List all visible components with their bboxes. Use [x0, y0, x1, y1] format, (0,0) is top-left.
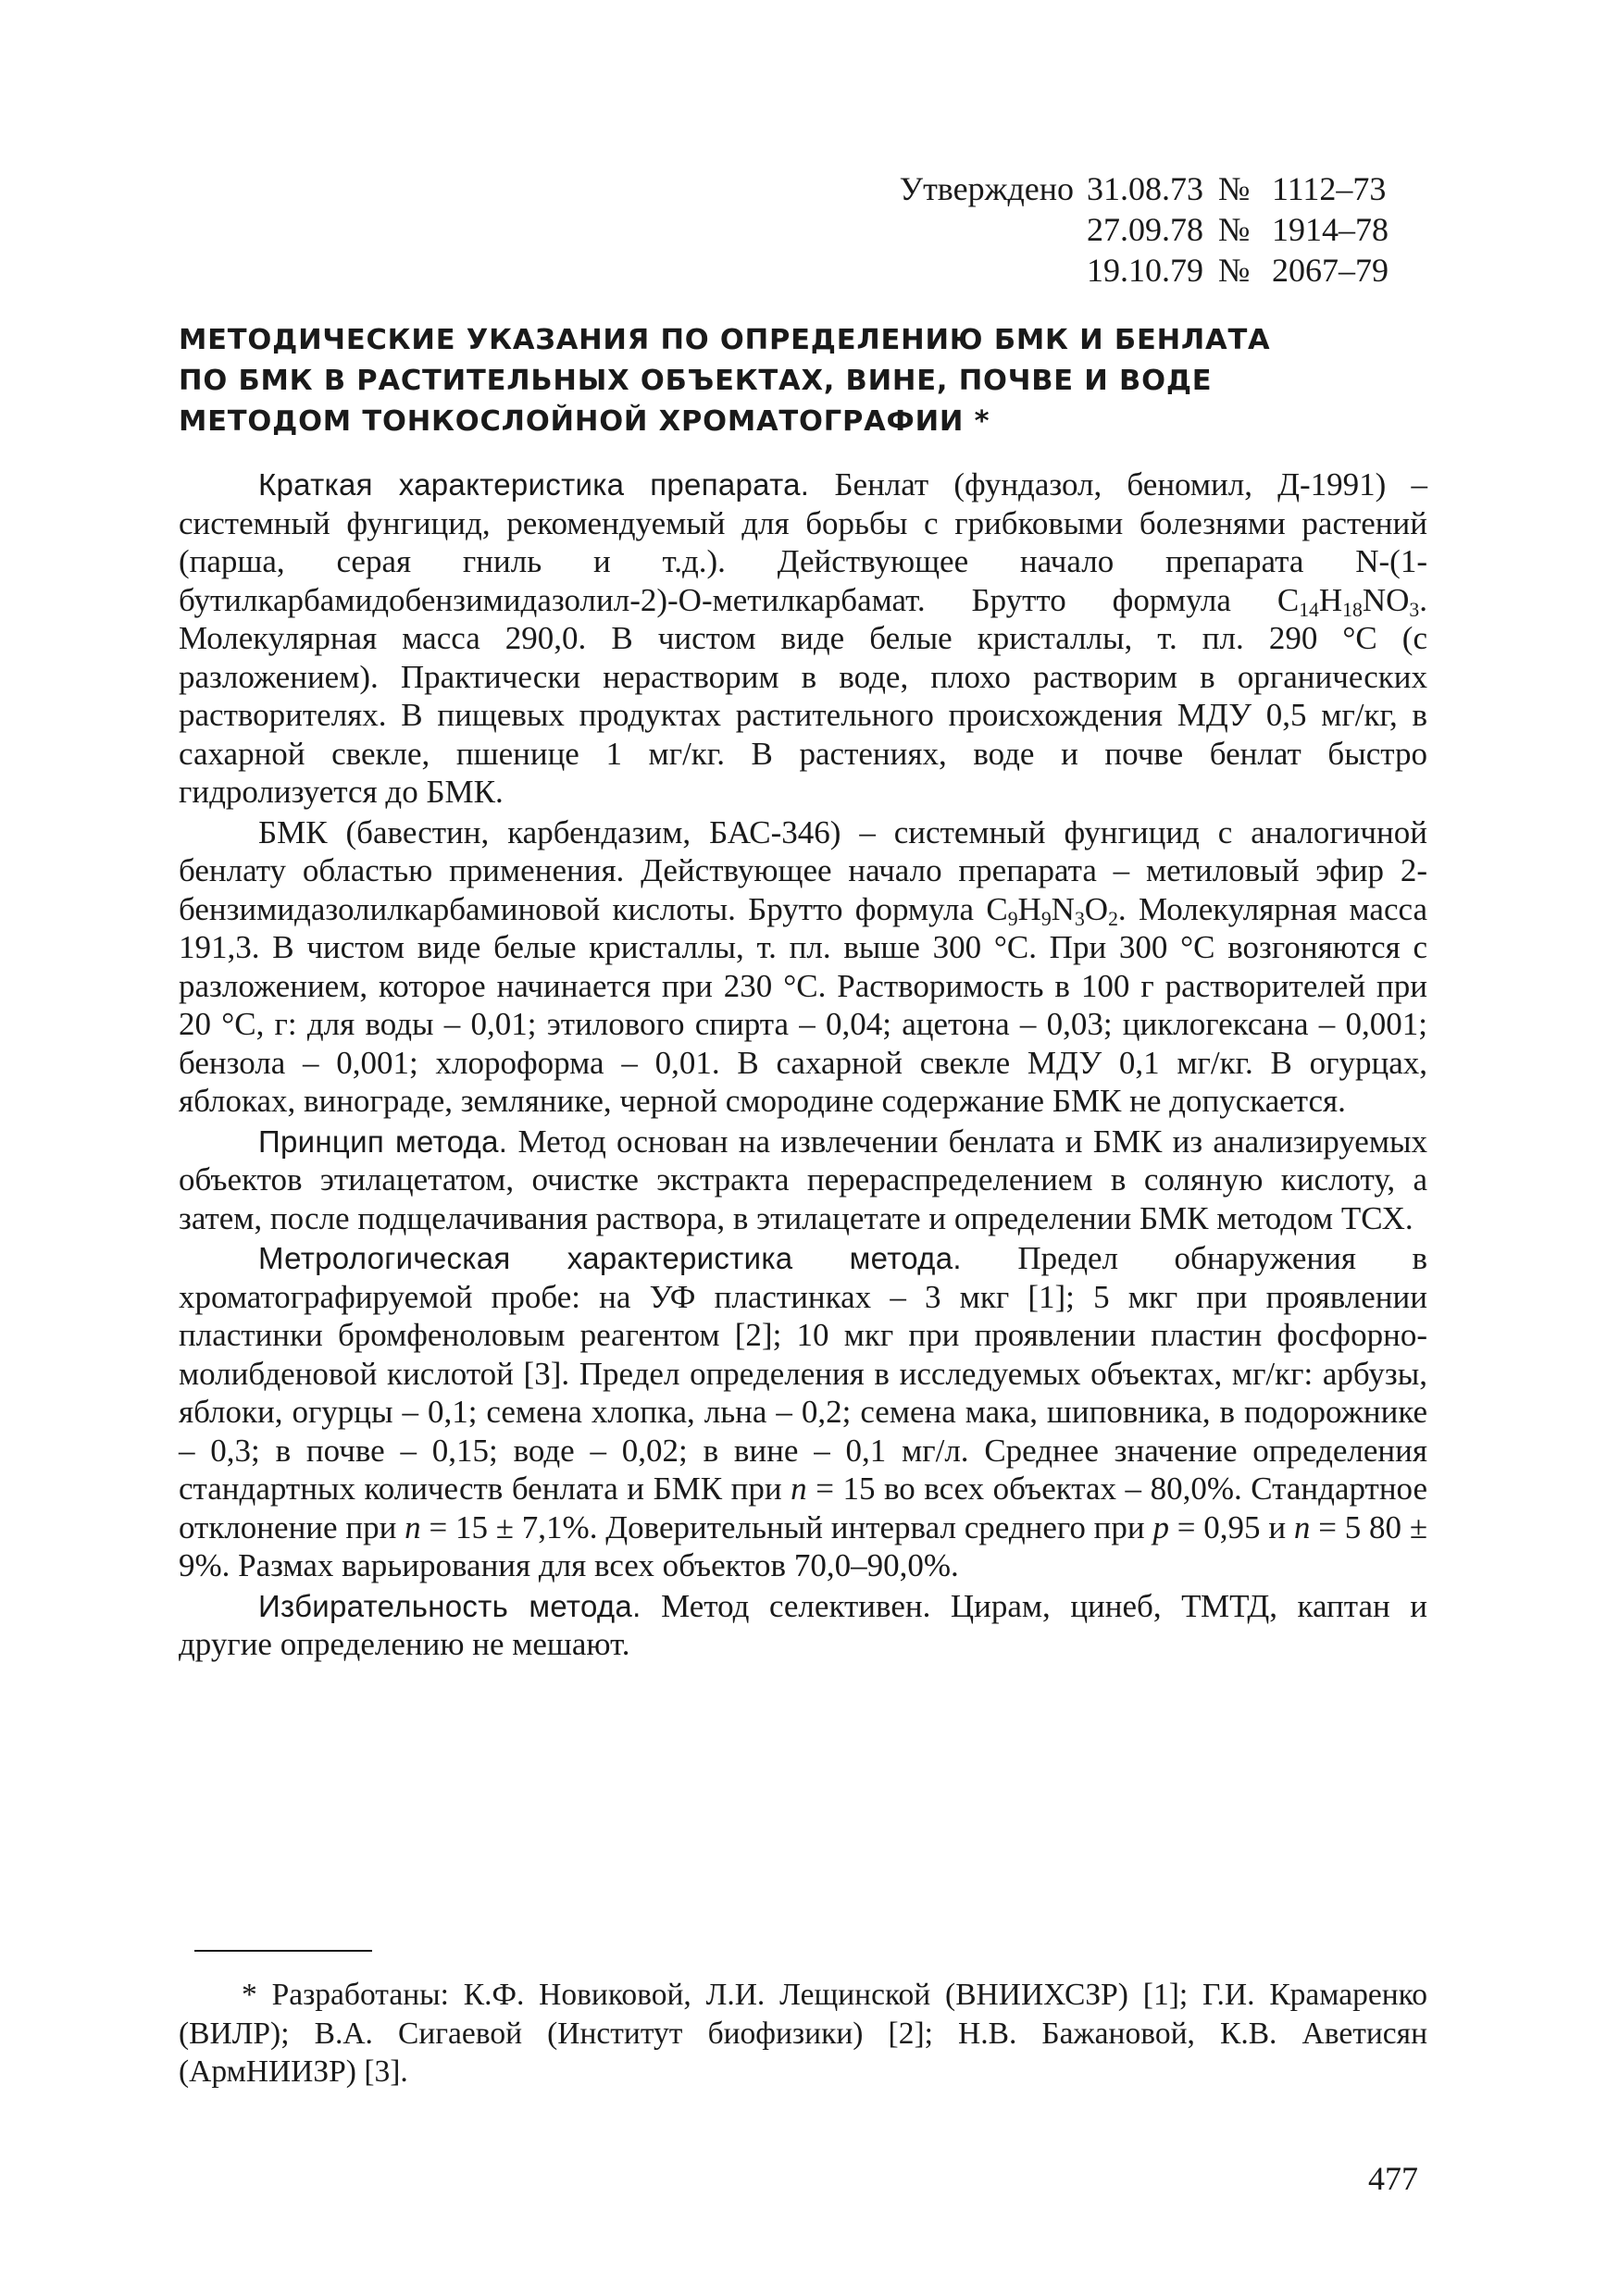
- paragraph-brief: [179, 465, 1427, 812]
- brief-lead: Краткая характеристика препарата.: [258, 467, 810, 502]
- formula-element: H: [1318, 581, 1343, 618]
- body-text: [179, 465, 1427, 1664]
- metrology-text-1: Предел обнаружения в хроматографируемой пробе: на УФ пластинках – 3 мкг [1]; 5 мкг при проявлении пластинки бромфеноловым реагентом [2]; 10 мкг при проявлении пластин фосфорно-молибденовой кислотой [3]. Предел определения в исследуемых объектах, мг/кг: арбузы, яблоки, огурцы – 0,1; семена хлопка, льна – 0,2; семена мака, шиповника, в подорожнике – 0,3; в почве – 0,15; воде – 0,02; в вине – 0,1 мг/л. Среднее значение определения стандартных количеств бенлата и БМК при: [179, 1240, 1427, 1507]
- formula-subscript: 9: [1007, 907, 1018, 930]
- formula-subscript: 18: [1342, 598, 1363, 621]
- formula-element: N: [1051, 890, 1075, 927]
- metrology-text-2: = 15 во всех объектах – 80,0%. Стандартное отклонение при: [179, 1471, 1428, 1545]
- paragraph-selectivity: [179, 1587, 1427, 1664]
- footnote-divider: [194, 1950, 372, 1952]
- metrology-text-3: = 15 ± 7,1%. Доверительный интервал среднего при: [429, 1508, 1145, 1545]
- formula-subscript: 3: [1074, 907, 1085, 930]
- page-number: 477: [1368, 2160, 1418, 2197]
- approval-date: 19.10.79: [1087, 252, 1203, 289]
- approval-number: 1914–78: [1272, 211, 1389, 248]
- approval-label: Утверждено: [899, 170, 1074, 207]
- metrology-text-5: = 5 80 ± 9%. Размах варьирования для всех объектов 70,0–90,0%.: [179, 1508, 1428, 1583]
- bmk-text-2: . Молекулярная масса 191,3. В чистом виде белые кристаллы, т. пл. выше 300 °С. При 300 °С возгоняются с разложением, которое начинается при 230 °С. Растворимость в 100 г растворителей при 20 °С, г: для воды – 0,01; этилового спирта – 0,04; ацетона – 0,03; циклогексана – 0,001; бензола – 0,001; хлороформа – 0,01. В сахарной свекле МДУ 0,1 мг/кг. В огурцах, яблоках, винограде, землянике, черной смородине содержание БМК не допускается.: [179, 890, 1427, 1119]
- paragraph-principle: [179, 1123, 1427, 1238]
- approval-number-sign: №: [1218, 252, 1251, 289]
- footnote: * Разработаны: К.Ф. Новиковой, Л.И. Лещинской (ВНИИХСЗР) [1]; Г.И. Крамаренко (ВИЛР); В.А. Сигаевой (Институт биофизики) [2]; Н.В. Бажановой, К.В. Аветисян (АрмНИИЗР) [3].: [179, 1978, 1427, 2089]
- selectivity-text: Метод селективен. Цирам, цинеб, ТМТД, каптан и другие определению не мешают.: [179, 1587, 1427, 1662]
- approval-block: [870, 168, 1420, 291]
- paragraph-bmk: [179, 813, 1427, 1121]
- selectivity-lead: Избирательность метода.: [258, 1588, 641, 1623]
- approval-line: [870, 209, 1420, 250]
- approval-date: 31.08.73: [1087, 170, 1203, 207]
- variable-n: n: [405, 1508, 421, 1545]
- approval-label-spacer: [870, 209, 1087, 250]
- approval-date: 27.09.78: [1087, 211, 1203, 248]
- approval-number-sign: №: [1218, 170, 1251, 207]
- approval-label-spacer: [870, 250, 1087, 291]
- variable-n: n: [791, 1471, 807, 1507]
- formula-element: H: [1017, 890, 1041, 927]
- title-line-3: [179, 402, 1456, 442]
- formula-subscript: 14: [1299, 598, 1319, 621]
- title-line-1: МЕТОДИЧЕСКИЕ УКАЗАНИЯ ПО ОПРЕДЕЛЕНИЮ БМК И БЕНЛАТА: [179, 324, 1271, 356]
- formula-element: O: [1084, 890, 1109, 927]
- metrology-text-4: = 0,95 и: [1177, 1508, 1287, 1545]
- metrology-lead: Метрологическая характеристика метода.: [258, 1241, 962, 1275]
- formula-subscript: 3: [1409, 598, 1420, 621]
- approval-number: 2067–79: [1272, 252, 1389, 289]
- title-footnote-mark: *: [974, 405, 990, 438]
- bmk-text-1: БМК (бавестин, карбендазим, БАС-346) – системный фунгицид с аналогичной бенлату областью применения. Действующее начало препарата – метиловый эфир 2-бензимидазолилкарбаминовой кислоты. Брутто формула C: [179, 813, 1427, 927]
- formula-subscript: 9: [1040, 907, 1052, 930]
- principle-text: Метод основан на извлечении бенлата и БМК из анализируемых объектов этилацетатом, очистке экстракта перераспределением в соляную кислоту, а затем, после подщелачивания раствора, в этилацетате и определении БМК методом ТСХ.: [179, 1123, 1428, 1236]
- title-line-3-text: МЕТОДОМ ТОНКОСЛОЙНОЙ ХРОМАТОГРАФИИ: [179, 405, 965, 438]
- document-title: [179, 320, 1456, 442]
- approval-number: 1112–73: [1272, 170, 1387, 207]
- approval-number-sign: №: [1218, 211, 1251, 248]
- variable-n: n: [1293, 1508, 1311, 1545]
- paragraph-metrology: [179, 1239, 1427, 1585]
- brief-text-1: Бенлат (фундазол, беномил, Д-1991) – системный фунгицид, рекомендуемый для борьбы с грибковыми болезнями растений (парша, серая гниль и т.д.). Действующее начало препарата N-(1-бутилкарбамидобензимидазолил-2)-О-метилкарбамат. Брутто формула C: [179, 466, 1427, 618]
- approval-line: [870, 168, 1420, 209]
- variable-p: p: [1152, 1508, 1169, 1545]
- brief-text-2: . Молекулярная масса 290,0. В чистом виде белые кристаллы, т. пл. 290 °С (с разложением). Практически нерастворим в воде, плохо растворим в органических растворителях. В пищевых продуктах растительного происхождения МДУ 0,5 мг/кг, в сахарной свекле, пшенице 1 мг/кг. В растениях, воде и почве бенлат быстро гидролизуется до БМК.: [179, 581, 1427, 810]
- formula-subscript: 2: [1108, 907, 1118, 930]
- formula-element: NO: [1362, 581, 1410, 618]
- principle-lead: Принцип метода.: [258, 1123, 508, 1159]
- title-line-2: ПО БМК В РАСТИТЕЛЬНЫХ ОБЪЕКТАХ, ВИНЕ, ПОЧВЕ И ВОДЕ: [179, 365, 1213, 397]
- approval-line: [870, 250, 1420, 291]
